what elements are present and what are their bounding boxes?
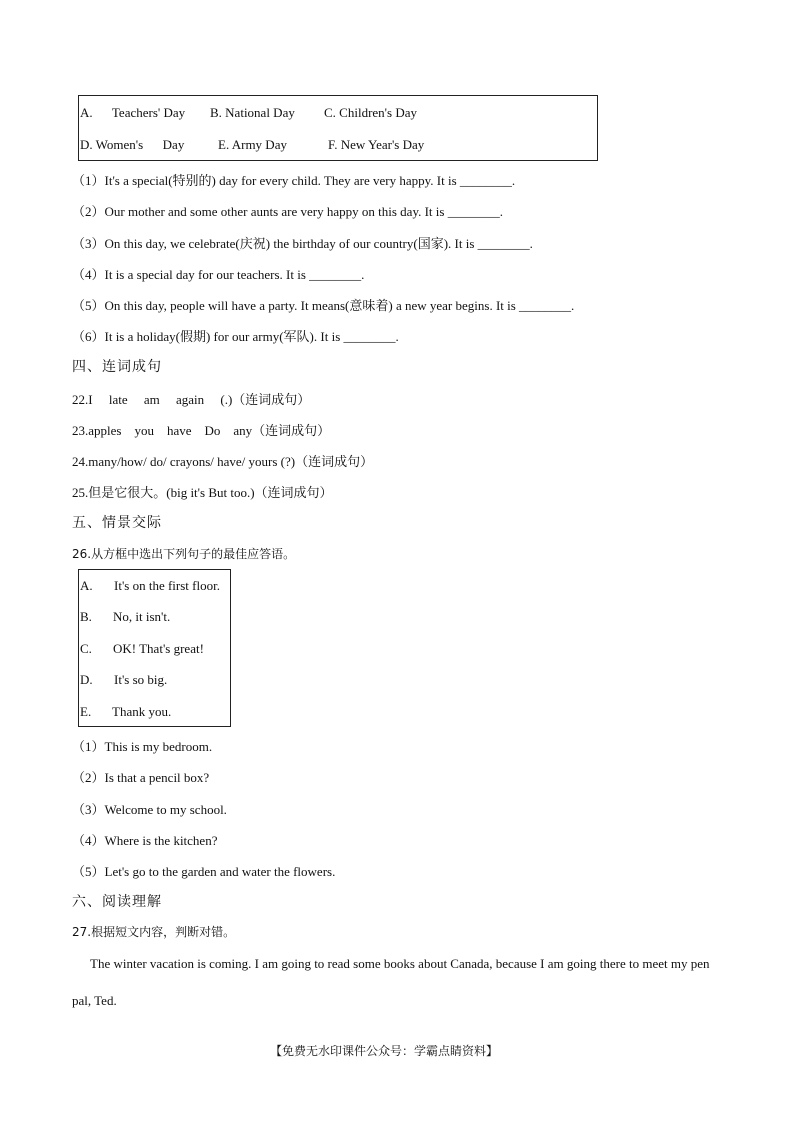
dialogue-item: （3）Welcome to my school. [72, 802, 227, 817]
dialogue-item: （4）Where is the kitchen? [72, 833, 218, 848]
day-option-c: C. Children's Day [324, 105, 417, 120]
day-option-d: D. Women's Day [80, 137, 185, 152]
section-heading-4: 四、连词成句 [72, 359, 162, 375]
reply-text-b: No, it isn't. [113, 609, 171, 624]
question-item: （1）It's a special(特别的) day for every child. They are very happy. It is ________. [72, 173, 516, 188]
dialogue-item: （1）This is my bedroom. [72, 739, 213, 754]
day-option-a: A. Teachers' Day [80, 105, 186, 120]
question-26: 26.从方框中选出下列句子的最佳应答语。 [72, 547, 296, 561]
question-item: （6）It is a holiday(假期) for our army(军队). It is ________. [72, 329, 399, 344]
section-heading-5: 五、情景交际 [72, 515, 162, 531]
reply-text-c: OK! That's great! [113, 641, 204, 656]
question-25: 25.但是它很大。(big it's But too.)（连词成句） [72, 485, 333, 500]
reply-text-e: Thank you. [112, 704, 172, 719]
question-22: 22.I late am again (.)（连词成句） [72, 392, 311, 407]
reply-letter-d: D. [80, 672, 93, 687]
dialogue-item: （2）Is that a pencil box? [72, 770, 210, 785]
question-24: 24.many/how/ do/ crayons/ have/ yours (?)（连词成句） [72, 454, 374, 469]
day-option-f: F. New Year's Day [328, 137, 425, 152]
reading-passage: The winter vacation is coming. I am going to read some books about Canada, because I am going there to meet my pen pal, Ted. [72, 956, 710, 1008]
section-heading-6: 六、阅读理解 [72, 894, 162, 910]
reply-text-a: It's on the first floor. [114, 578, 220, 593]
question-item: （3）On this day, we celebrate(庆祝) the birthday of our country(国家). It is ________. [72, 236, 533, 251]
reply-text-d: It's so big. [114, 672, 168, 687]
reply-letter-c: C. [80, 641, 92, 656]
reply-letter-b: B. [80, 609, 92, 624]
question-item: （4）It is a special day for our teachers. It is ________. [72, 267, 365, 282]
question-item: （5）On this day, people will have a party. It means(意味着) a new year begins. It is ________. [72, 298, 575, 313]
day-option-e: E. Army Day [218, 137, 287, 152]
dialogue-item: （5）Let's go to the garden and water the flowers. [72, 864, 336, 879]
reply-letter-a: A. [80, 578, 93, 593]
footer-note: 【免费无水印课件公众号：学霸点睛资料】 [270, 1044, 499, 1058]
question-item: （2）Our mother and some other aunts are very happy on this day. It is ________. [72, 204, 503, 219]
day-option-b: B. National Day [210, 105, 295, 120]
reply-letter-e: E. [80, 704, 92, 719]
question-27: 27.根据短文内容，判断对错。 [72, 925, 236, 939]
question-23: 23.apples you have Do any（连词成句） [72, 423, 331, 438]
